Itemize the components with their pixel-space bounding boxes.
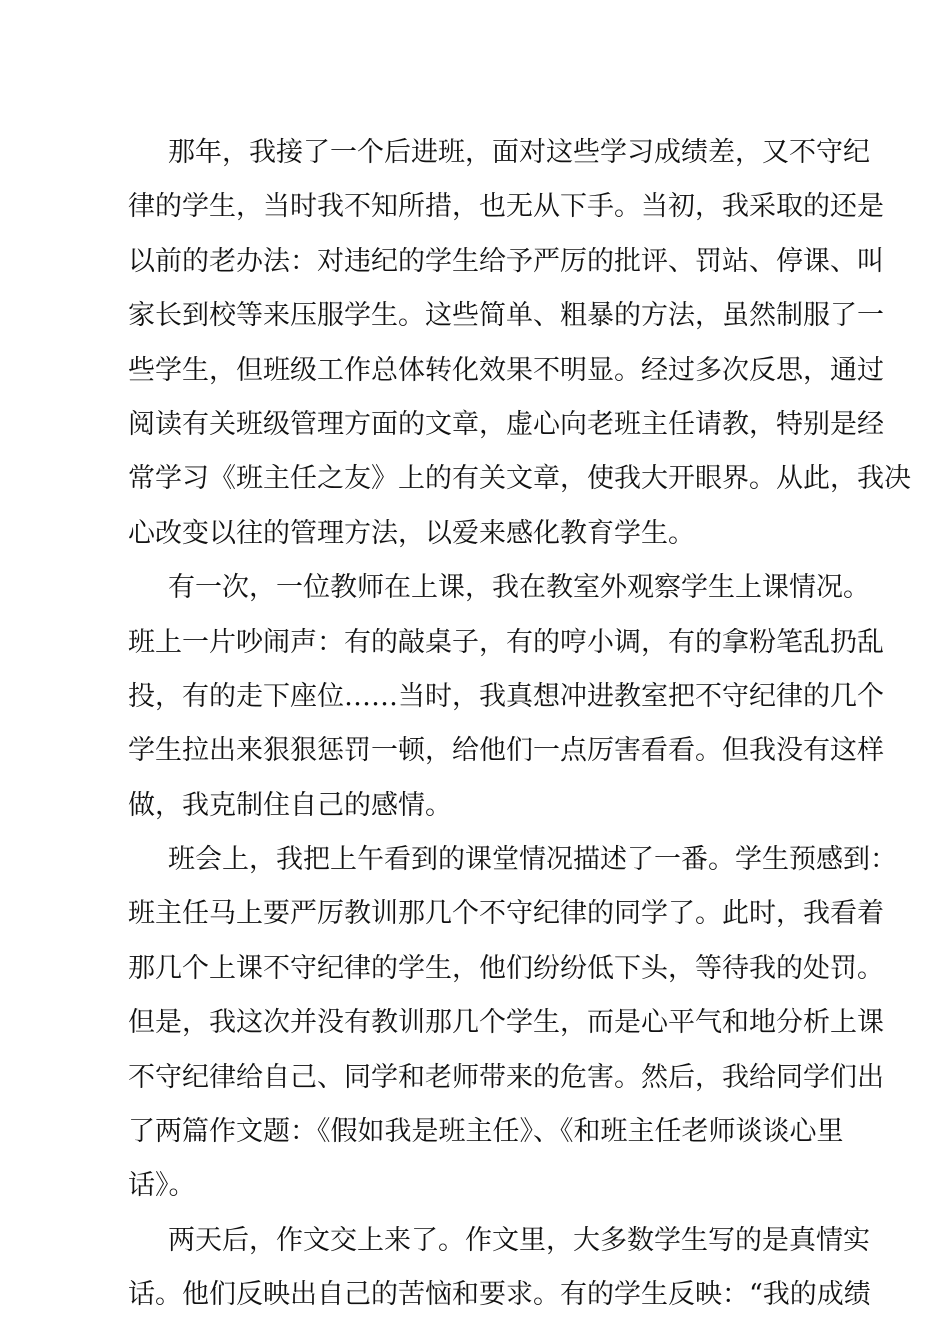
text-line: 不守纪律给自己、同学和老师带来的危害。然后，我给同学们出 xyxy=(128,1061,884,1093)
paragraph-2 xyxy=(128,561,884,833)
text-line: 班上一片吵闹声：有的敲桌子，有的哼小调，有的拿粉笔乱扔乱 xyxy=(128,626,884,658)
text-line: 两天后，作文交上来了。作文里，大多数学生写的是真情实 xyxy=(168,1224,870,1256)
text-line: 学生拉出来狠狠惩罚一顿，给他们一点厉害看看。但我没有这样 xyxy=(128,735,884,767)
text-line: 有一次，一位教师在上课，我在教室外观察学生上课情况。 xyxy=(168,572,870,604)
text-line: 阅读有关班级管理方面的文章，虚心向老班主任请教，特别是经 xyxy=(128,408,884,440)
text-line: 家长到校等来压服学生。这些简单、粗暴的方法，虽然制服了一 xyxy=(128,300,884,332)
text-line: 班会上，我把上午看到的课堂情况描述了一番。学生预感到： xyxy=(168,844,897,876)
text-line: 那年，我接了一个后进班，面对这些学习成绩差，又不守纪 xyxy=(168,137,870,168)
text-line: 了两篇作文题：《假如我是班主任》、《和班主任老师谈谈心里 xyxy=(128,1116,844,1148)
text-line: 做，我克制住自己的感情。 xyxy=(128,789,452,821)
text-line: 那几个上课不守纪律的学生，他们纷纷低下头，等待我的处罚。 xyxy=(128,952,884,984)
text-line: 话。他们反映出自己的苦恼和要求。有的学生反映：“我的成绩 xyxy=(128,1279,871,1311)
text-line: 常学习《班主任之友》上的有关文章，使我大开眼界。从此，我决 xyxy=(128,463,911,495)
text-line: 投，有的走下座位……当时，我真想冲进教室把不守纪律的几个 xyxy=(128,680,884,712)
paragraph-1 xyxy=(128,126,911,561)
text-line: 话》。 xyxy=(128,1170,196,1202)
paragraph-4 xyxy=(128,1214,871,1323)
text-line: 班主任马上要严厉教训那几个不守纪律的同学了。此时，我看着 xyxy=(128,898,884,930)
text-line: 些学生，但班级工作总体转化效果不明显。经过多次反思，通过 xyxy=(128,354,884,386)
text-line: 但是，我这次并没有教训那几个学生，而是心平气和地分析上课 xyxy=(128,1007,884,1039)
paragraph-3 xyxy=(128,833,897,1214)
document-body xyxy=(128,126,911,1323)
text-line: 心改变以往的管理方法，以爱来感化教育学生。 xyxy=(128,517,695,549)
text-line: 以前的老办法：对违纪的学生给予严厉的批评、罚站、停课、叫 xyxy=(128,245,884,277)
text-line: 律的学生，当时我不知所措，也无从下手。当初，我采取的还是 xyxy=(128,191,884,223)
